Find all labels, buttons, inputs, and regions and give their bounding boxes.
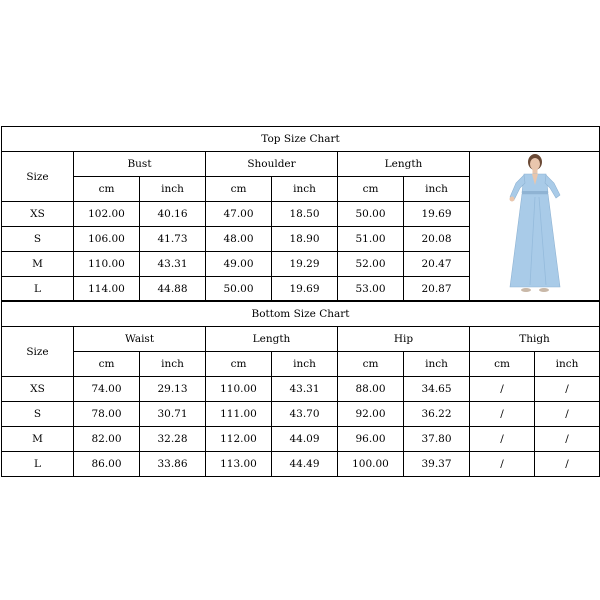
size-cell: L [2,452,74,477]
value-cell: 43.31 [272,377,338,402]
value-cell: 19.69 [272,277,338,301]
bottom-group-thigh: Thigh [470,327,600,352]
dress-figure-icon [492,153,578,299]
value-cell: 37.80 [404,427,470,452]
value-cell: 29.13 [140,377,206,402]
value-cell: 50.00 [338,202,404,227]
value-cell: / [470,427,535,452]
value-cell: 110.00 [206,377,272,402]
value-cell: 92.00 [338,402,404,427]
value-cell: 44.49 [272,452,338,477]
value-cell: 110.00 [74,252,140,277]
value-cell: 106.00 [74,227,140,252]
value-cell: 43.31 [140,252,206,277]
value-cell: 78.00 [74,402,140,427]
table-row [2,377,600,402]
value-cell: 100.00 [338,452,404,477]
size-cell: M [2,427,74,452]
value-cell: 18.50 [272,202,338,227]
value-cell: 74.00 [74,377,140,402]
value-cell: 20.08 [404,227,470,252]
value-cell: 113.00 [206,452,272,477]
top-group-bust: Bust [74,152,206,177]
value-cell: / [535,402,600,427]
bottom-unit-cm: cm [206,352,272,377]
bottom-unit-inch: inch [535,352,600,377]
bottom-unit-cm: cm [470,352,535,377]
bottom-unit-inch: inch [404,352,470,377]
size-cell: XS [2,202,74,227]
value-cell: 20.87 [404,277,470,301]
dress-product-image [470,152,600,301]
table-row [2,427,600,452]
top-unit-cm: cm [338,177,404,202]
value-cell: 111.00 [206,402,272,427]
size-cell: L [2,277,74,301]
value-cell: 44.09 [272,427,338,452]
value-cell: / [535,452,600,477]
top-unit-cm: cm [206,177,272,202]
value-cell: / [535,377,600,402]
top-size-header: Size [2,152,74,202]
value-cell: 51.00 [338,227,404,252]
size-cell: M [2,252,74,277]
top-unit-cm: cm [74,177,140,202]
value-cell: 114.00 [74,277,140,301]
value-cell: 33.86 [140,452,206,477]
bottom-unit-inch: inch [272,352,338,377]
value-cell: 34.65 [404,377,470,402]
top-unit-inch: inch [140,177,206,202]
value-cell: 47.00 [206,202,272,227]
bottom-group-waist: Waist [74,327,206,352]
bottom-size-header: Size [2,327,74,377]
value-cell: 40.16 [140,202,206,227]
bottom-group-length: Length [206,327,338,352]
value-cell: 48.00 [206,227,272,252]
value-cell: / [470,402,535,427]
value-cell: 52.00 [338,252,404,277]
value-cell: 36.22 [404,402,470,427]
value-cell: 30.71 [140,402,206,427]
top-group-length: Length [338,152,470,177]
top-size-chart [1,126,600,301]
size-cell: S [2,227,74,252]
size-cell: S [2,402,74,427]
bottom-unit-cm: cm [74,352,140,377]
value-cell: 96.00 [338,427,404,452]
value-cell: 41.73 [140,227,206,252]
value-cell: 39.37 [404,452,470,477]
value-cell: / [470,377,535,402]
value-cell: 50.00 [206,277,272,301]
value-cell: / [535,427,600,452]
table-row [2,402,600,427]
value-cell: 86.00 [74,452,140,477]
value-cell: 44.88 [140,277,206,301]
value-cell: 49.00 [206,252,272,277]
top-unit-inch: inch [272,177,338,202]
top-chart-title: Top Size Chart [2,127,600,152]
top-unit-inch: inch [404,177,470,202]
top-group-shoulder: Shoulder [206,152,338,177]
value-cell: 19.69 [404,202,470,227]
value-cell: 82.00 [74,427,140,452]
value-cell: 32.28 [140,427,206,452]
value-cell: 88.00 [338,377,404,402]
bottom-unit-inch: inch [140,352,206,377]
value-cell: / [470,452,535,477]
value-cell: 102.00 [74,202,140,227]
bottom-group-hip: Hip [338,327,470,352]
bottom-size-chart [1,301,600,477]
value-cell: 18.90 [272,227,338,252]
value-cell: 53.00 [338,277,404,301]
value-cell: 43.70 [272,402,338,427]
bottom-unit-cm: cm [338,352,404,377]
table-row [2,452,600,477]
size-cell: XS [2,377,74,402]
value-cell: 19.29 [272,252,338,277]
value-cell: 20.47 [404,252,470,277]
value-cell: 112.00 [206,427,272,452]
bottom-chart-title: Bottom Size Chart [2,302,600,327]
